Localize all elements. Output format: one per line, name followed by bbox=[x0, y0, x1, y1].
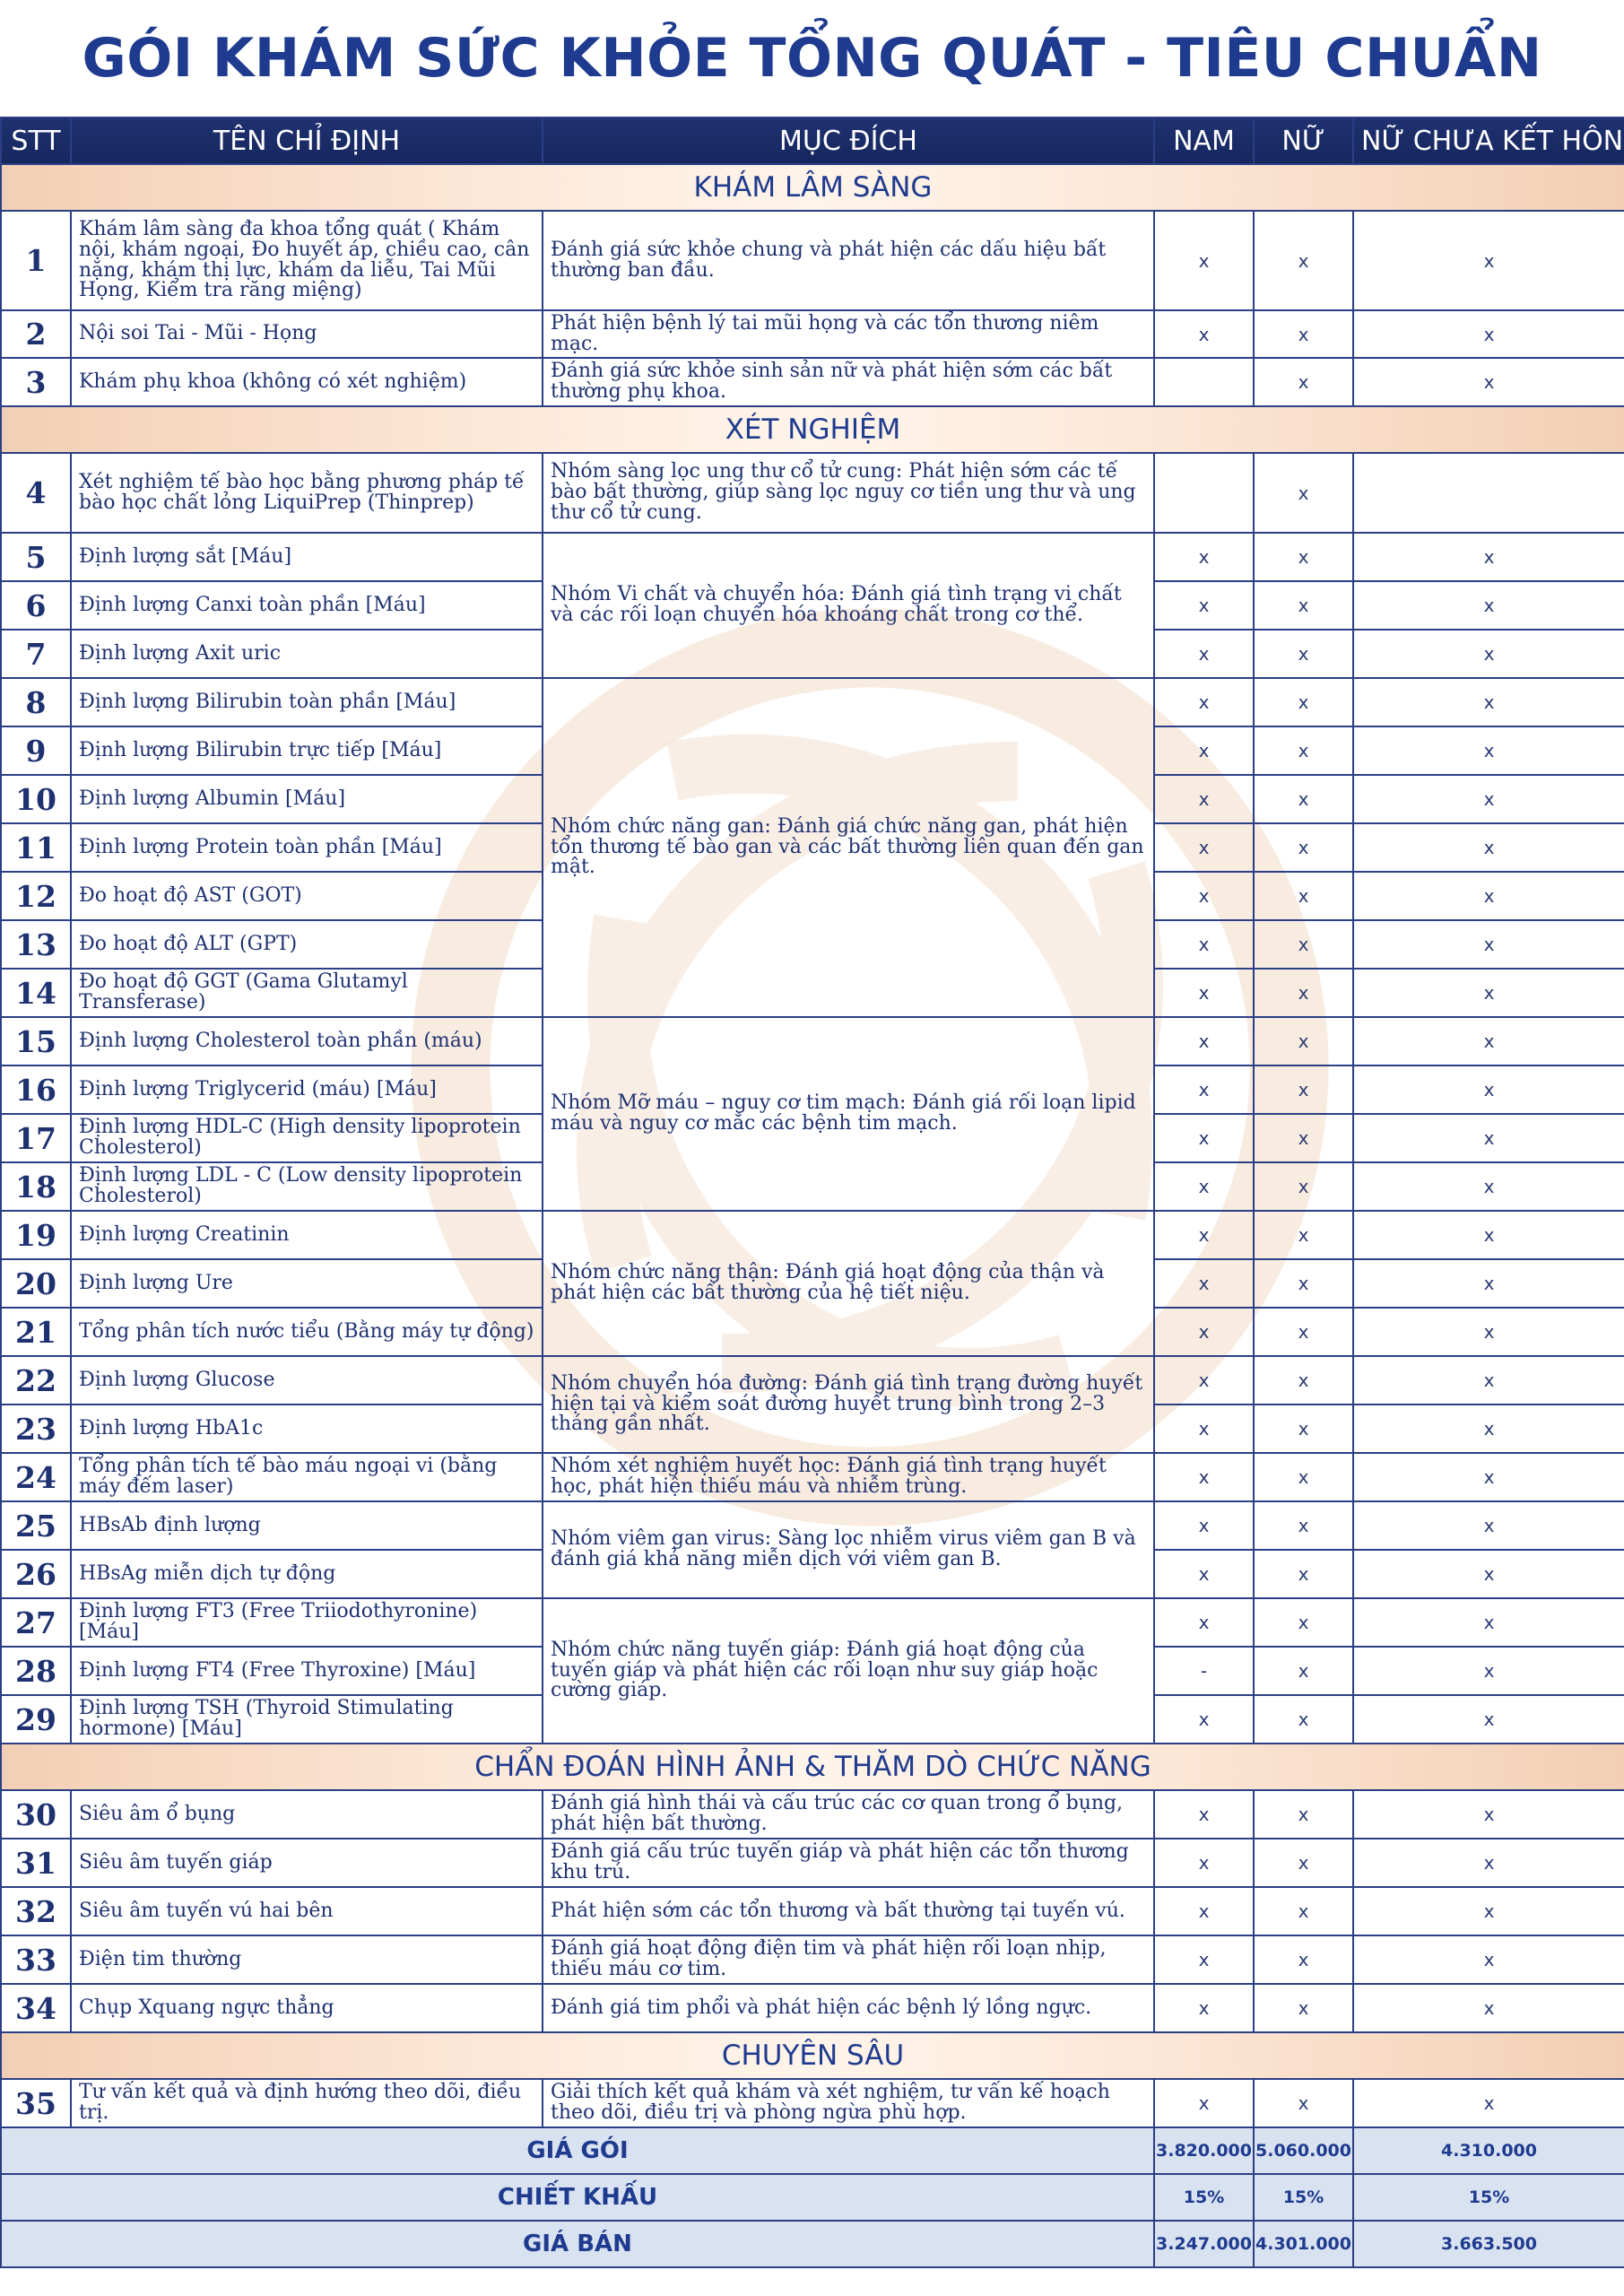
price-row bbox=[1, 2127, 1624, 2174]
mark-female: x bbox=[1254, 211, 1353, 310]
row-number: 8 bbox=[1, 678, 71, 726]
row-number: 24 bbox=[1, 1453, 71, 1501]
mark-male: x bbox=[1154, 1259, 1254, 1308]
table-row bbox=[1, 1984, 1624, 2032]
row-name: Định lượng Protein toàn phần [Máu] bbox=[71, 823, 543, 872]
mark-male: x bbox=[1154, 920, 1254, 969]
page-title: GÓI KHÁM SỨC KHỎE TỔNG QUÁT - TIÊU CHUẨN bbox=[82, 27, 1542, 90]
mark-female: x bbox=[1254, 1114, 1353, 1162]
table-row bbox=[1, 1935, 1624, 1984]
mark-unmarried: x bbox=[1353, 726, 1624, 775]
row-number: 21 bbox=[1, 1308, 71, 1356]
mark-unmarried: x bbox=[1353, 1259, 1624, 1308]
mark-male: x bbox=[1154, 1162, 1254, 1211]
row-name: Siêu âm tuyến giáp bbox=[71, 1839, 543, 1887]
mark-female: x bbox=[1254, 1695, 1353, 1744]
row-number: 10 bbox=[1, 775, 71, 823]
row-number: 14 bbox=[1, 969, 71, 1017]
price-label: GIÁ GÓI bbox=[1, 2127, 1154, 2174]
row-number: 9 bbox=[1, 726, 71, 775]
mark-male: x bbox=[1154, 1984, 1254, 2032]
discount-male: 15% bbox=[1154, 2174, 1254, 2221]
mark-female: x bbox=[1254, 1017, 1353, 1065]
mark-female: x bbox=[1254, 310, 1353, 358]
section-row bbox=[1, 2032, 1624, 2079]
price-female: 5.060.000 bbox=[1254, 2127, 1353, 2174]
mark-female: x bbox=[1254, 1790, 1353, 1839]
row-goal: Đánh giá cấu trúc tuyến giáp và phát hiện các tổn thương khu trú. bbox=[543, 1839, 1154, 1887]
row-number: 1 bbox=[1, 211, 71, 310]
row-number: 15 bbox=[1, 1017, 71, 1065]
final-price-row bbox=[1, 2221, 1624, 2267]
mark-male: x bbox=[1154, 630, 1254, 678]
mark-unmarried bbox=[1353, 453, 1624, 533]
row-number: 20 bbox=[1, 1259, 71, 1308]
row-goal: Đánh giá tim phổi và phát hiện các bệnh lý lồng ngực. bbox=[543, 1984, 1154, 2032]
table-row bbox=[1, 1839, 1624, 1887]
mark-unmarried: x bbox=[1353, 1162, 1624, 1211]
row-number: 6 bbox=[1, 581, 71, 630]
mark-unmarried: x bbox=[1353, 1501, 1624, 1550]
mark-male: x bbox=[1154, 1453, 1254, 1501]
final-price-label: GIÁ BÁN bbox=[1, 2221, 1154, 2267]
row-name: Định lượng FT3 (Free Triiodothyronine) [Máu] bbox=[71, 1598, 543, 1647]
table-row bbox=[1, 1453, 1624, 1501]
mark-male: x bbox=[1154, 1839, 1254, 1887]
mark-unmarried: x bbox=[1353, 1887, 1624, 1935]
discount-unmarried: 15% bbox=[1353, 2174, 1624, 2221]
mark-male: x bbox=[1154, 1790, 1254, 1839]
mark-unmarried: x bbox=[1353, 1550, 1624, 1598]
package-table bbox=[0, 117, 1624, 2268]
mark-unmarried: x bbox=[1353, 823, 1624, 872]
section-row bbox=[1, 164, 1624, 211]
row-name: Xét nghiệm tế bào học bằng phương pháp tế bào học chất lỏng LiquiPrep (Thinprep) bbox=[71, 453, 543, 533]
section-title: CHẨN ĐOÁN HÌNH ẢNH & THĂM DÒ CHỨC NĂNG bbox=[1, 1744, 1624, 1790]
table-row bbox=[1, 211, 1624, 310]
discount-label: CHIẾT KHẤU bbox=[1, 2174, 1154, 2221]
mark-female: x bbox=[1254, 1935, 1353, 1984]
mark-female: x bbox=[1254, 2079, 1353, 2127]
mark-unmarried: x bbox=[1353, 358, 1624, 406]
row-name: Định lượng Triglycerid (máu) [Máu] bbox=[71, 1065, 543, 1114]
mark-male: x bbox=[1154, 872, 1254, 920]
mark-female: x bbox=[1254, 1065, 1353, 1114]
row-goal: Đánh giá hoạt động điện tim và phát hiện rối loạn nhịp, thiếu máu cơ tim. bbox=[543, 1935, 1154, 1984]
row-number: 18 bbox=[1, 1162, 71, 1211]
mark-male: x bbox=[1154, 1501, 1254, 1550]
mark-female: x bbox=[1254, 1211, 1353, 1259]
mark-female: x bbox=[1254, 920, 1353, 969]
table-row bbox=[1, 2079, 1624, 2127]
row-number: 22 bbox=[1, 1356, 71, 1405]
mark-male: x bbox=[1154, 1405, 1254, 1453]
mark-female: x bbox=[1254, 823, 1353, 872]
mark-male: x bbox=[1154, 1887, 1254, 1935]
row-goal: Giải thích kết quả khám và xét nghiệm, tư vấn kế hoạch theo dõi, điều trị và phòng ngừa phù hợp. bbox=[543, 2079, 1154, 2127]
row-name: Định lượng TSH (Thyroid Stimulating hormone) [Máu] bbox=[71, 1695, 543, 1744]
row-name: Định lượng Ure bbox=[71, 1259, 543, 1308]
table-row bbox=[1, 453, 1624, 533]
mark-female: x bbox=[1254, 1984, 1353, 2032]
row-goal: Nhóm Vi chất và chuyển hóa: Đánh giá tình trạng vi chất và các rối loạn chuyển hóa khoáng chất trong cơ thể. bbox=[543, 533, 1154, 678]
row-number: 7 bbox=[1, 630, 71, 678]
row-goal: Đánh giá sức khỏe sinh sản nữ và phát hiện sớm các bất thường phụ khoa. bbox=[543, 358, 1154, 406]
row-name: Định lượng Bilirubin toàn phần [Máu] bbox=[71, 678, 543, 726]
row-goal: Nhóm chức năng tuyến giáp: Đánh giá hoạt động của tuyến giáp và phát hiện các rối loạn như suy giáp hoặc cường giáp. bbox=[543, 1598, 1154, 1744]
mark-unmarried: x bbox=[1353, 969, 1624, 1017]
row-name: Đo hoạt độ GGT (Gama Glutamyl Transferase) bbox=[71, 969, 543, 1017]
row-name: Định lượng Glucose bbox=[71, 1356, 543, 1405]
table-row bbox=[1, 1017, 1624, 1065]
mark-unmarried: x bbox=[1353, 1647, 1624, 1695]
header-stt: STT bbox=[1, 117, 71, 164]
mark-female: x bbox=[1254, 1501, 1353, 1550]
row-name: Khám phụ khoa (không có xét nghiệm) bbox=[71, 358, 543, 406]
row-name: HBsAb định lượng bbox=[71, 1501, 543, 1550]
discount-female: 15% bbox=[1254, 2174, 1353, 2221]
mark-male: x bbox=[1154, 1550, 1254, 1598]
row-goal: Nhóm sàng lọc ung thư cổ tử cung: Phát hiện sớm các tế bào bất thường, giúp sàng lọc nguy cơ tiền ung thư và ung thư cổ tử cung. bbox=[543, 453, 1154, 533]
header-name: TÊN CHỈ ĐỊNH bbox=[71, 117, 543, 164]
row-name: Nội soi Tai - Mũi - Họng bbox=[71, 310, 543, 358]
mark-unmarried: x bbox=[1353, 1839, 1624, 1887]
mark-male: - bbox=[1154, 1647, 1254, 1695]
table-row bbox=[1, 1887, 1624, 1935]
row-name: Định lượng Cholesterol toàn phần (máu) bbox=[71, 1017, 543, 1065]
mark-unmarried: x bbox=[1353, 630, 1624, 678]
row-goal: Đánh giá hình thái và cấu trúc các cơ quan trong ổ bụng, phát hiện bất thường. bbox=[543, 1790, 1154, 1839]
final-price-female: 4.301.000 bbox=[1254, 2221, 1353, 2267]
mark-female: x bbox=[1254, 1356, 1353, 1405]
row-number: 25 bbox=[1, 1501, 71, 1550]
row-number: 13 bbox=[1, 920, 71, 969]
mark-male: x bbox=[1154, 726, 1254, 775]
mark-unmarried: x bbox=[1353, 2079, 1624, 2127]
table-row bbox=[1, 533, 1624, 581]
row-number: 3 bbox=[1, 358, 71, 406]
table-header-row bbox=[1, 117, 1624, 164]
mark-unmarried: x bbox=[1353, 1790, 1624, 1839]
table-row bbox=[1, 1501, 1624, 1550]
mark-male: x bbox=[1154, 581, 1254, 630]
mark-male: x bbox=[1154, 310, 1254, 358]
row-goal: Nhóm Mỡ máu – nguy cơ tim mạch: Đánh giá rối loạn lipid máu và nguy cơ mắc các bệnh tim mạch. bbox=[543, 1017, 1154, 1211]
row-number: 2 bbox=[1, 310, 71, 358]
row-name: Siêu âm ổ bụng bbox=[71, 1790, 543, 1839]
mark-female: x bbox=[1254, 1162, 1353, 1211]
mark-unmarried: x bbox=[1353, 678, 1624, 726]
mark-male bbox=[1154, 358, 1254, 406]
mark-female: x bbox=[1254, 1453, 1353, 1501]
row-number: 35 bbox=[1, 2079, 71, 2127]
mark-unmarried: x bbox=[1353, 1308, 1624, 1356]
row-goal: Nhóm chuyển hóa đường: Đánh giá tình trạng đường huyết hiện tại và kiểm soát đường huyết trung bình trong 2–3 tháng gần nhất. bbox=[543, 1356, 1154, 1453]
table-row bbox=[1, 358, 1624, 406]
row-number: 26 bbox=[1, 1550, 71, 1598]
table-row bbox=[1, 1790, 1624, 1839]
section-title: CHUYÊN SÂU bbox=[1, 2032, 1624, 2079]
mark-male: x bbox=[1154, 1935, 1254, 1984]
row-number: 23 bbox=[1, 1405, 71, 1453]
row-goal: Nhóm xét nghiệm huyết học: Đánh giá tình trạng huyết học, phát hiện thiếu máu và nhiễm trùng. bbox=[543, 1453, 1154, 1501]
mark-unmarried: x bbox=[1353, 211, 1624, 310]
row-number: 12 bbox=[1, 872, 71, 920]
row-number: 28 bbox=[1, 1647, 71, 1695]
mark-unmarried: x bbox=[1353, 1065, 1624, 1114]
row-name: Chụp Xquang ngực thẳng bbox=[71, 1984, 543, 2032]
mark-unmarried: x bbox=[1353, 533, 1624, 581]
mark-unmarried: x bbox=[1353, 1935, 1624, 1984]
mark-male: x bbox=[1154, 1598, 1254, 1647]
row-goal: Phát hiện sớm các tổn thương và bất thường tại tuyến vú. bbox=[543, 1887, 1154, 1935]
mark-unmarried: x bbox=[1353, 1405, 1624, 1453]
row-name: HBsAg miễn dịch tự động bbox=[71, 1550, 543, 1598]
mark-female: x bbox=[1254, 1405, 1353, 1453]
row-number: 19 bbox=[1, 1211, 71, 1259]
final-price-unmarried: 3.663.500 bbox=[1353, 2221, 1624, 2267]
mark-female: x bbox=[1254, 581, 1353, 630]
row-name: Tư vấn kết quả và định hướng theo dõi, điều trị. bbox=[71, 2079, 543, 2127]
mark-unmarried: x bbox=[1353, 1211, 1624, 1259]
mark-female: x bbox=[1254, 726, 1353, 775]
row-name: Định lượng HbA1c bbox=[71, 1405, 543, 1453]
row-name: Tổng phân tích tế bào máu ngoại vi (bằng máy đếm laser) bbox=[71, 1453, 543, 1501]
row-name: Định lượng Axit uric bbox=[71, 630, 543, 678]
mark-unmarried: x bbox=[1353, 310, 1624, 358]
mark-unmarried: x bbox=[1353, 920, 1624, 969]
header-goal: MỤC ĐÍCH bbox=[543, 117, 1154, 164]
mark-male: x bbox=[1154, 211, 1254, 310]
row-name: Định lượng HDL-C (High density lipoprotein Cholesterol) bbox=[71, 1114, 543, 1162]
table-row bbox=[1, 678, 1624, 726]
table-row bbox=[1, 310, 1624, 358]
discount-row bbox=[1, 2174, 1624, 2221]
section-title: XÉT NGHIỆM bbox=[1, 406, 1624, 453]
mark-female: x bbox=[1254, 1259, 1353, 1308]
mark-female: x bbox=[1254, 969, 1353, 1017]
mark-female: x bbox=[1254, 1308, 1353, 1356]
row-name: Định lượng FT4 (Free Thyroxine) [Máu] bbox=[71, 1647, 543, 1695]
row-number: 4 bbox=[1, 453, 71, 533]
row-name: Tổng phân tích nước tiểu (Bằng máy tự động) bbox=[71, 1308, 543, 1356]
mark-female: x bbox=[1254, 1887, 1353, 1935]
header-unmarried: NỮ CHƯA KẾT HÔN bbox=[1353, 117, 1624, 164]
mark-female: x bbox=[1254, 1647, 1353, 1695]
table-row bbox=[1, 1598, 1624, 1647]
mark-female: x bbox=[1254, 533, 1353, 581]
mark-female: x bbox=[1254, 1598, 1353, 1647]
row-goal: Nhóm chức năng thận: Đánh giá hoạt động của thận và phát hiện các bất thường của hệ tiết niệu. bbox=[543, 1211, 1154, 1356]
mark-female: x bbox=[1254, 872, 1353, 920]
row-number: 5 bbox=[1, 533, 71, 581]
row-number: 32 bbox=[1, 1887, 71, 1935]
section-row bbox=[1, 406, 1624, 453]
mark-male: x bbox=[1154, 2079, 1254, 2127]
final-price-male: 3.247.000 bbox=[1154, 2221, 1254, 2267]
mark-male: x bbox=[1154, 1065, 1254, 1114]
mark-male: x bbox=[1154, 1308, 1254, 1356]
mark-male: x bbox=[1154, 775, 1254, 823]
table-row bbox=[1, 1356, 1624, 1405]
mark-unmarried: x bbox=[1353, 1984, 1624, 2032]
row-name: Khám lâm sàng đa khoa tổng quát ( Khám nội, khám ngoại, Đo huyết áp, chiều cao, cân nặng, khám thị lực, khám da liễu, Tai Mũi Họng, Kiểm tra răng miệng) bbox=[71, 211, 543, 310]
row-number: 31 bbox=[1, 1839, 71, 1887]
row-name: Đo hoạt độ ALT (GPT) bbox=[71, 920, 543, 969]
mark-unmarried: x bbox=[1353, 1114, 1624, 1162]
mark-female: x bbox=[1254, 453, 1353, 533]
row-number: 11 bbox=[1, 823, 71, 872]
mark-female: x bbox=[1254, 1839, 1353, 1887]
mark-female: x bbox=[1254, 358, 1353, 406]
mark-male: x bbox=[1154, 533, 1254, 581]
row-name: Điện tim thường bbox=[71, 1935, 543, 1984]
row-goal: Phát hiện bệnh lý tai mũi họng và các tổn thương niêm mạc. bbox=[543, 310, 1154, 358]
row-name: Định lượng sắt [Máu] bbox=[71, 533, 543, 581]
row-number: 17 bbox=[1, 1114, 71, 1162]
row-number: 33 bbox=[1, 1935, 71, 1984]
mark-male: x bbox=[1154, 1017, 1254, 1065]
mark-female: x bbox=[1254, 1550, 1353, 1598]
mark-male: x bbox=[1154, 823, 1254, 872]
mark-unmarried: x bbox=[1353, 1695, 1624, 1744]
mark-male: x bbox=[1154, 678, 1254, 726]
price-male: 3.820.000 bbox=[1154, 2127, 1254, 2174]
mark-female: x bbox=[1254, 775, 1353, 823]
mark-unmarried: x bbox=[1353, 1356, 1624, 1405]
header-male: NAM bbox=[1154, 117, 1254, 164]
header-female: NỮ bbox=[1254, 117, 1353, 164]
row-name: Đo hoạt độ AST (GOT) bbox=[71, 872, 543, 920]
mark-male bbox=[1154, 453, 1254, 533]
price-unmarried: 4.310.000 bbox=[1353, 2127, 1624, 2174]
mark-male: x bbox=[1154, 1695, 1254, 1744]
row-goal: Đánh giá sức khỏe chung và phát hiện các dấu hiệu bất thường ban đầu. bbox=[543, 211, 1154, 310]
mark-male: x bbox=[1154, 1114, 1254, 1162]
row-goal: Nhóm chức năng gan: Đánh giá chức năng gan, phát hiện tổn thương tế bào gan và các bất thường liên quan đến gan mật. bbox=[543, 678, 1154, 1017]
row-name: Siêu âm tuyến vú hai bên bbox=[71, 1887, 543, 1935]
section-title: KHÁM LÂM SÀNG bbox=[1, 164, 1624, 211]
mark-unmarried: x bbox=[1353, 1598, 1624, 1647]
mark-male: x bbox=[1154, 1211, 1254, 1259]
mark-female: x bbox=[1254, 630, 1353, 678]
row-name: Định lượng LDL - C (Low density lipoprotein Cholesterol) bbox=[71, 1162, 543, 1211]
table-row bbox=[1, 1211, 1624, 1259]
row-number: 16 bbox=[1, 1065, 71, 1114]
mark-male: x bbox=[1154, 1356, 1254, 1405]
mark-female: x bbox=[1254, 678, 1353, 726]
mark-unmarried: x bbox=[1353, 775, 1624, 823]
row-name: Định lượng Bilirubin trực tiếp [Máu] bbox=[71, 726, 543, 775]
row-number: 34 bbox=[1, 1984, 71, 2032]
mark-unmarried: x bbox=[1353, 1453, 1624, 1501]
row-number: 29 bbox=[1, 1695, 71, 1744]
row-number: 30 bbox=[1, 1790, 71, 1839]
row-number: 27 bbox=[1, 1598, 71, 1647]
row-name: Định lượng Canxi toàn phần [Máu] bbox=[71, 581, 543, 630]
mark-unmarried: x bbox=[1353, 581, 1624, 630]
row-name: Định lượng Creatinin bbox=[71, 1211, 543, 1259]
row-name: Định lượng Albumin [Máu] bbox=[71, 775, 543, 823]
mark-unmarried: x bbox=[1353, 1017, 1624, 1065]
section-row bbox=[1, 1744, 1624, 1790]
row-goal: Nhóm viêm gan virus: Sàng lọc nhiễm virus viêm gan B và đánh giá khả năng miễn dịch với viêm gan B. bbox=[543, 1501, 1154, 1598]
mark-unmarried: x bbox=[1353, 872, 1624, 920]
mark-male: x bbox=[1154, 969, 1254, 1017]
